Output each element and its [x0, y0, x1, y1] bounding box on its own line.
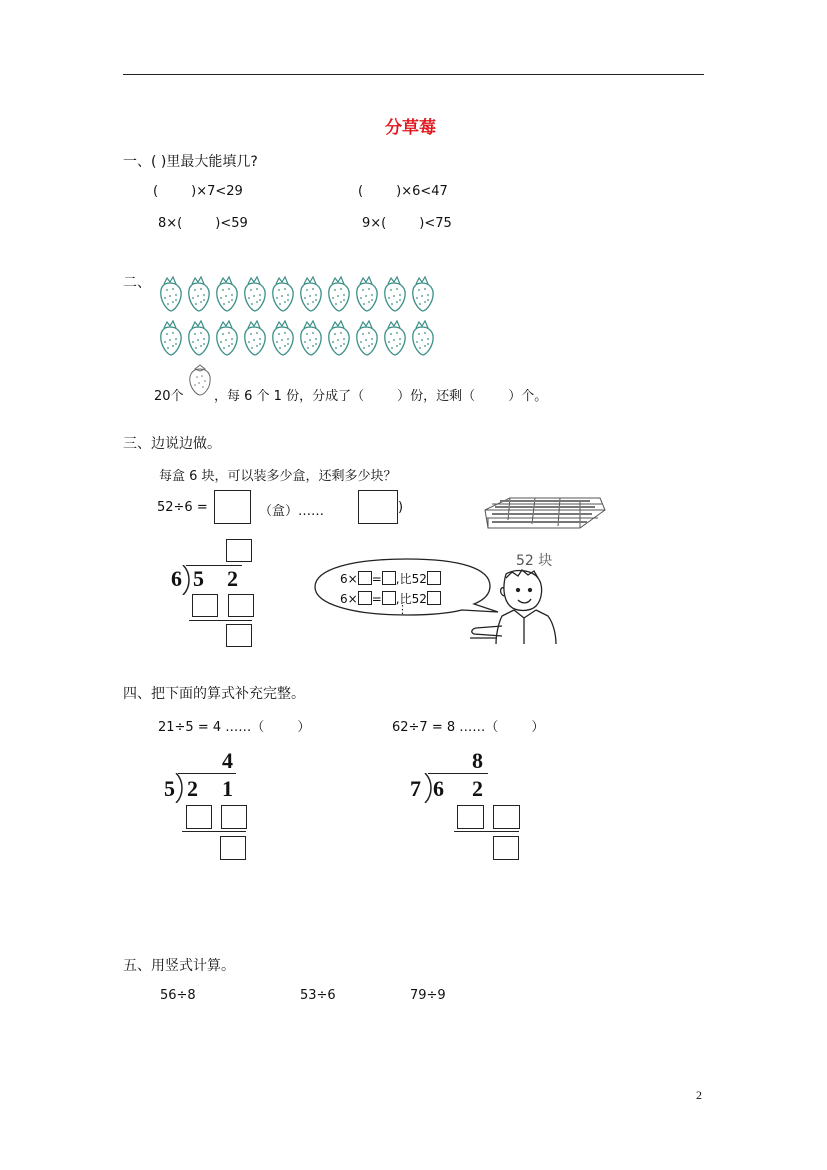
bubble-line-2-a: 6×	[340, 592, 358, 606]
header-rule	[123, 74, 704, 75]
strawberry-icon	[413, 277, 433, 311]
q3-product-box-1[interactable]	[192, 594, 218, 617]
page-title: 分草莓	[385, 118, 436, 138]
bubble-box[interactable]	[382, 591, 396, 605]
strawberry-icon	[245, 277, 265, 311]
strawberry-icon	[385, 277, 405, 311]
q3-dividend-2: 2	[227, 566, 238, 591]
q4-div1-quotient: 4	[222, 748, 233, 773]
q4-div1-divisor: 5	[164, 776, 175, 801]
q3-product-box-2[interactable]	[228, 594, 254, 617]
bubble-line-1-c: ,比52	[395, 572, 427, 586]
strawberry-icon	[161, 277, 181, 311]
strawberry-icon	[357, 321, 377, 355]
q4-div2-bar	[428, 773, 488, 774]
boy-illustration	[466, 566, 561, 646]
q5-item-2: 53÷6	[300, 988, 336, 1003]
q3-equation-mid: （盒）……	[259, 504, 325, 519]
bubble-line-1-b: =	[371, 572, 382, 586]
q1-heading: 一、( )里最大能填几?	[123, 154, 258, 170]
q4-div1-subtract-bar	[182, 831, 246, 832]
q5-heading: 五、用竖式计算。	[123, 958, 235, 974]
q3-question: 每盒 6 块，可以装多少盒，还剩多少块？	[159, 469, 397, 484]
q2-label: 二、	[123, 275, 151, 291]
q2-count: 20个	[154, 389, 184, 404]
strawberry-icon	[187, 363, 213, 397]
strawberry-icon	[245, 321, 265, 355]
q4-div2-divisor: 7	[410, 776, 421, 801]
page-number: 2	[696, 1088, 702, 1102]
bubble-line-2	[340, 590, 441, 607]
bubble-line-2-b: =	[371, 592, 382, 606]
q4-div1-remainder-box[interactable]	[220, 836, 246, 860]
q4-div2-product-box-1[interactable]	[457, 805, 484, 829]
q4-div1-dividend-1: 2	[187, 776, 198, 801]
strawberry-icon	[329, 277, 349, 311]
q4-div2-dividend-1: 6	[433, 776, 444, 801]
strawberry-icon	[385, 321, 405, 355]
q4-div1-product-box-1[interactable]	[186, 805, 212, 829]
strawberry-icon	[413, 321, 433, 355]
strawberry-icon	[329, 321, 349, 355]
q3-quotient-box[interactable]	[226, 539, 252, 562]
strawberry-icon	[161, 321, 181, 355]
strawberry-icon	[217, 277, 237, 311]
q3-answer-box-remainder[interactable]	[358, 490, 398, 524]
q3-divisor: 6	[171, 566, 182, 591]
strawberry-icon	[301, 321, 321, 355]
strawberry-icon	[301, 277, 321, 311]
q1-item-3: 8×( )<59	[158, 216, 248, 231]
bubble-box[interactable]	[358, 591, 372, 605]
q3-subtract-bar	[189, 620, 252, 621]
q4-div1-product-box-2[interactable]	[221, 805, 247, 829]
bubble-dots: ⋮	[397, 603, 408, 616]
q4-equation-1: 21÷5 = 4 ……（ ）	[158, 720, 311, 735]
q1-item-4: 9×( )<75	[362, 216, 452, 231]
q4-div2-subtract-bar	[454, 831, 519, 832]
bubble-box[interactable]	[427, 591, 441, 605]
q3-equation-right: )	[398, 500, 404, 515]
bubble-box[interactable]	[358, 571, 372, 585]
q3-answer-box-boxes[interactable]	[214, 490, 251, 524]
bubble-line-1	[340, 570, 441, 587]
q2-sentence: ，每 6 个 1 份，分成了（ ）份，还剩（ ）个。	[214, 389, 548, 404]
strawberry-icon	[273, 321, 293, 355]
q4-heading: 四、把下面的算式补充完整。	[123, 686, 305, 702]
bubble-box[interactable]	[427, 571, 441, 585]
q3-heading: 三、边说边做。	[123, 436, 221, 452]
q4-div2-remainder-box[interactable]	[493, 836, 519, 860]
strawberry-icon	[217, 321, 237, 355]
strawberry-icon	[189, 277, 209, 311]
q5-item-1: 56÷8	[160, 988, 196, 1003]
q3-equation-left: 52÷6 =	[157, 500, 208, 515]
q4-div1-dividend-2: 1	[222, 776, 233, 801]
q4-div1-bracket	[175, 773, 187, 803]
bubble-box[interactable]	[382, 571, 396, 585]
strawberry-icon	[357, 277, 377, 311]
q4-equation-2: 62÷7 = 8 ……（ ）	[392, 720, 545, 735]
q4-div2-dividend-2: 2	[472, 776, 483, 801]
strawberry-icon	[273, 277, 293, 311]
q1-item-2: ( )×6<47	[358, 184, 448, 199]
q3-dividend-1: 5	[193, 566, 204, 591]
strawberry-icon	[189, 321, 209, 355]
q4-div2-product-box-2[interactable]	[493, 805, 520, 829]
bubble-line-1-a: 6×	[340, 572, 358, 586]
q4-div2-quotient: 8	[472, 748, 483, 773]
q1-item-1: ( )×7<29	[153, 184, 243, 199]
bubble-line-2-c: ,比52	[395, 592, 427, 606]
q3-remainder-box[interactable]	[226, 624, 252, 647]
chocolate-blocks-image	[480, 490, 610, 535]
strawberry-grid	[155, 272, 445, 362]
q5-item-3: 79÷9	[410, 988, 446, 1003]
blocks-label: 52 块	[516, 553, 553, 569]
